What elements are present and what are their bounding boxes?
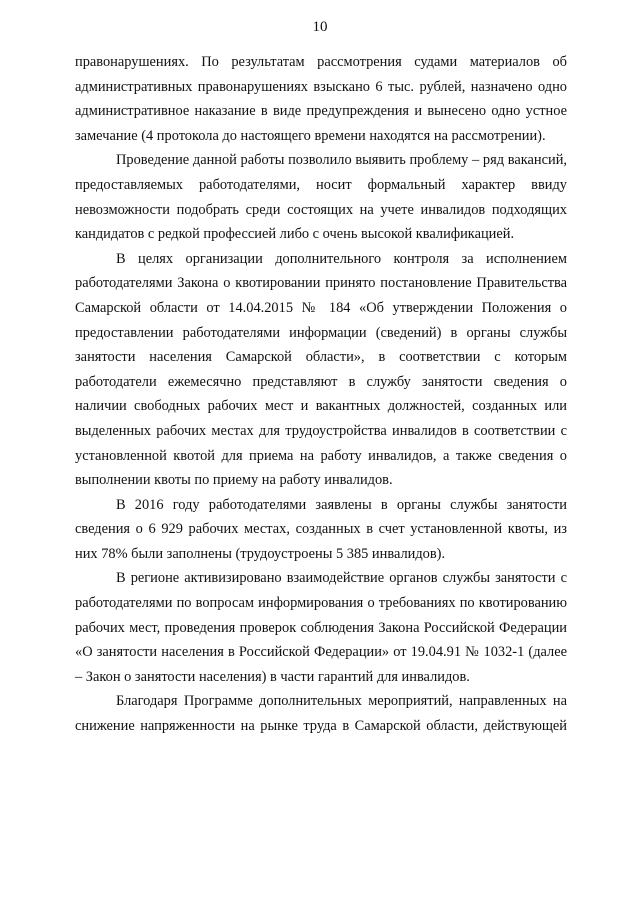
paragraph-administrative-results: правонарушениях. По результатам рассмотрения судами материалов об административных правонарушениях взыскано 6 тыс. рублей, назначено одно административное наказание в виде предупреждения и вынесено одно устное замечание (4 протокола до настоящего времени находятся на рассмотрении). (75, 54, 567, 144)
paragraph-vacancy-problem: Проведение данной работы позволило выявить проблему – ряд вакансий, предоставляемых работодателями, носит формальный характер ввиду невозможности подобрать среди состоящих на учете инвалидов подходящих кандидатов с редкой профессией либо с очень высокой квалификацией. (75, 152, 567, 243)
page-number: 10 (312, 19, 328, 35)
paragraph-program-measures: Благодаря Программе дополнительных мероприятий, направленных на снижение напряженности на рынке труда в Самарской области, действующей (75, 693, 567, 735)
paragraph-quota-control: В целях организации дополнительного контроля за исполнением работодателями Закона о квотировании принято постановление Правительства Самарской области от 14.04.2015 № 184 «Об утверждении Положения о предоставлении работодателями информации (сведений) в органы службы занятости населения Самарской области», в соответствии с которым работодатели ежемесячно представляют в службу занятости сведения о наличии свободных рабочих мест и вакантных должностей, созданных или выделенных рабочих местах для трудоустройства инвалидов в соответствии с установленной квотой для приема на работу инвалидов, а также сведения о выполнении квоты по приему на работу инвалидов. (75, 250, 567, 489)
document-body (75, 50, 567, 739)
paragraph-employer-interaction: В регионе активизировано взаимодействие органов службы занятости с работодателями по вопросам информирования о требованиях по квотированию рабочих мест, проведения проверок соблюдения Закона Российской Федерации «О занятости населения в Российской Федерации» от 19.04.91 № 1032-1 (далее – Закон о занятости населения) в части гарантий для инвалидов. (75, 570, 567, 685)
paragraph-2016-results: В 2016 году работодателями заявлены в органы службы занятости сведения о 6 929 рабочих местах, созданных в счет установленной квоты, из них 78% были заполнены (трудоустроены 5 385 инвалидов). (75, 496, 567, 562)
